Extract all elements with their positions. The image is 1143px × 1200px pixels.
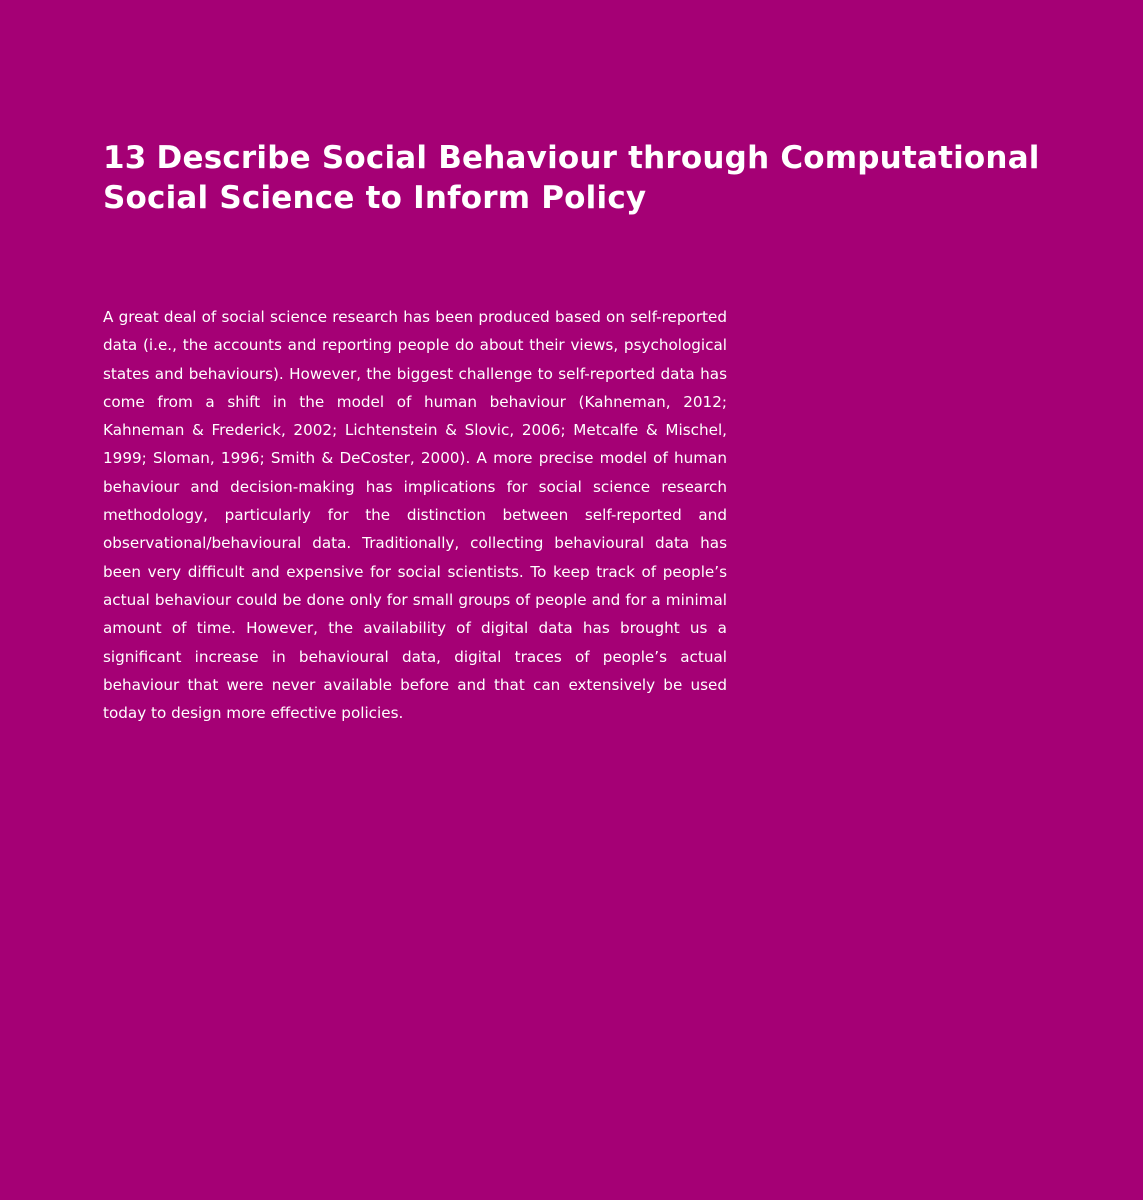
section-title: Describe Social Behaviour through Computational Social Science to Inform Policy: [103, 140, 1040, 216]
section-heading: [103, 138, 1063, 218]
section-number: 13: [103, 140, 147, 176]
body-paragraph: A great deal of social science research has been produced based on self-reported data (i.e., the accounts and reporting people do about their views, psychological states and behaviours). However, the biggest challenge to self-reported data has come from a shift in the model of human behaviour (Kahneman, 2012; Kahneman & Frederick, 2002; Lichtenstein & Slovic, 2006; Metcalfe & Mischel, 1999; Sloman, 1996; Smith & DeCoster, 2000). A more precise model of human behaviour and decision-making has implications for social science research methodology, particularly for the distinction between self-reported and observational/behavioural data. Traditionally, collecting behavioural data has been very difficult and expensive for social scientists. To keep track of people’s actual behaviour could be done only for small groups of people and for a minimal amount of time. However, the availability of digital data has brought us a significant increase in behavioural data, digital traces of people’s actual behaviour that were never available before and that can extensively be used today to design more effective policies.: [103, 308, 727, 723]
